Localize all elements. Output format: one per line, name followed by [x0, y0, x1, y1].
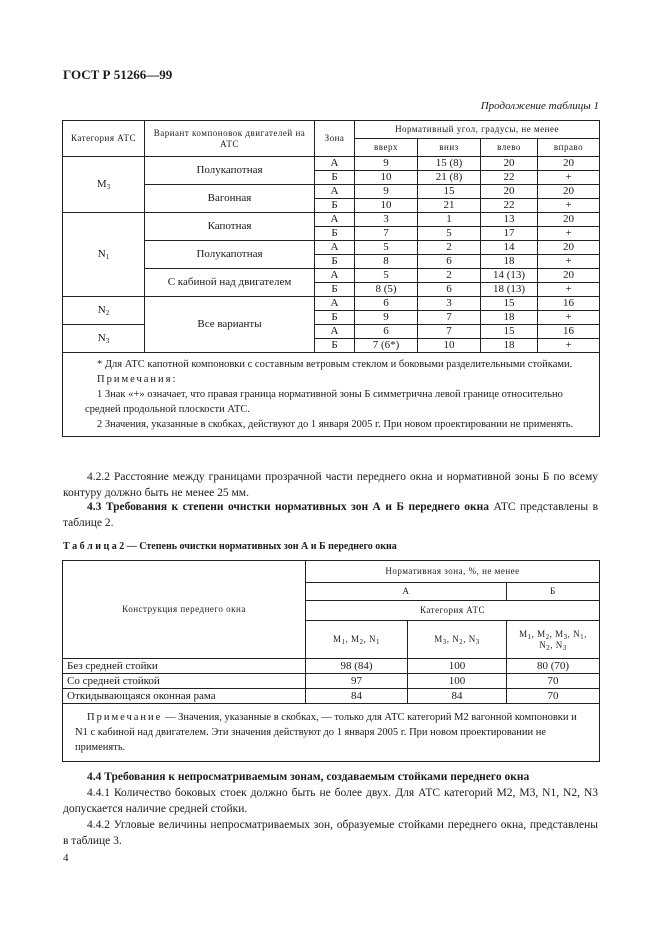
- page-number: 4: [63, 852, 69, 864]
- document-header: ГОСТ Р 51266—99: [63, 67, 173, 82]
- value-cell: 14 (13): [481, 269, 538, 283]
- value-cell: 18: [481, 311, 538, 325]
- value-cell: 20: [538, 157, 600, 171]
- construction-cell: Без средней стойки: [63, 659, 306, 674]
- variant-cell: С кабиной над двигателем: [145, 269, 315, 297]
- table-1-notes: [63, 353, 600, 437]
- value-cell: 84: [408, 689, 507, 704]
- value-cell: +: [538, 311, 600, 325]
- value-cell: 20: [538, 213, 600, 227]
- paragraph-4-3: 4.3 Требования к степени очистки нормативных зон А и Б переднего окна АТС представлены в таблице 2.: [63, 501, 598, 529]
- zone-cell: А: [315, 325, 355, 339]
- value-cell: +: [538, 255, 600, 269]
- value-cell: 9: [355, 185, 418, 199]
- header-cat-group-1: $M_1$, $M_2$, $N_1$: [306, 621, 408, 659]
- value-cell: 20: [538, 185, 600, 199]
- header-category: Категория АТС: [63, 121, 145, 157]
- header-variant: Вариант компоновок двигателей на АТС: [145, 121, 315, 157]
- value-cell: 5: [355, 269, 418, 283]
- value-cell: 8: [355, 255, 418, 269]
- section-4-3-title: 4.3 Требования к степени очистки нормативных зон А и Б переднего окна: [87, 501, 490, 513]
- value-cell: 20: [481, 157, 538, 171]
- value-cell: 14: [481, 241, 538, 255]
- variant-cell: Полукапотная: [145, 241, 315, 269]
- zone-cell: А: [315, 157, 355, 171]
- value-cell: 84: [306, 689, 408, 704]
- variant-cell: Все варианты: [145, 297, 315, 353]
- zone-cell: А: [315, 297, 355, 311]
- header-norm-zone: Нормативная зона, %, не менее: [306, 561, 600, 583]
- value-cell: 10: [355, 171, 418, 185]
- value-cell: 21 (8): [418, 171, 481, 185]
- value-cell: 7: [418, 311, 481, 325]
- note-title: Примечание: [87, 712, 163, 723]
- table-2-note: [63, 704, 600, 762]
- value-cell: 18: [481, 339, 538, 353]
- value-cell: +: [538, 339, 600, 353]
- footnote-star: * Для АТС капотной компоновки с составным ветровым стеклом и боковыми разделительными стойками.: [97, 359, 573, 370]
- table-1: [62, 120, 600, 437]
- value-cell: 2: [418, 241, 481, 255]
- zone-cell: Б: [315, 255, 355, 269]
- construction-cell: Со средней стойкой: [63, 674, 306, 689]
- header-left: влево: [481, 139, 538, 157]
- zone-cell: А: [315, 241, 355, 255]
- value-cell: 18: [481, 255, 538, 269]
- paragraph-4-2-2: 4.2.2 Расстояние между границами прозрачной части переднего окна и нормативной зоны Б по всему контуру должно быть не менее 25 мм.: [63, 471, 598, 499]
- value-cell: 16: [538, 297, 600, 311]
- value-cell: 7: [355, 227, 418, 241]
- note-1: 1 Знак «+» означает, что правая граница нормативной зоны Б симметрична левой границе относительно средней продольной плоскости АТС.: [85, 389, 563, 415]
- value-cell: +: [538, 199, 600, 213]
- value-cell: 15: [481, 325, 538, 339]
- value-cell: +: [538, 171, 600, 185]
- value-cell: 20: [481, 185, 538, 199]
- value-cell: 22: [481, 199, 538, 213]
- zone-cell: Б: [315, 339, 355, 353]
- zone-cell: А: [315, 269, 355, 283]
- variant-cell: Полукапотная: [145, 157, 315, 185]
- header-down: вниз: [418, 139, 481, 157]
- value-cell: 15: [481, 297, 538, 311]
- value-cell: 20: [538, 269, 600, 283]
- value-cell: 6: [418, 255, 481, 269]
- paragraph-4-4-2: 4.4.2 Угловые величины непросматриваемых зон, образуемые стойками переднего окна, представлены в таблице 3.: [63, 819, 598, 847]
- value-cell: 16: [538, 325, 600, 339]
- header-zone-b: Б: [507, 583, 600, 601]
- table-2: [62, 560, 600, 762]
- zone-cell: А: [315, 213, 355, 227]
- value-cell: 100: [408, 674, 507, 689]
- category-cell-n1: $N_1$: [63, 213, 145, 297]
- paragraph-4-4-1: 4.4.1 Количество боковых стоек должно быть не более двух. Для АТС категорий M2, M3, N1, N2, N3 допускается наличие средней стойки.: [63, 787, 598, 815]
- variant-cell: Вагонная: [145, 185, 315, 213]
- value-cell: 7: [418, 325, 481, 339]
- header-right: вправо: [538, 139, 600, 157]
- value-cell: 10: [355, 199, 418, 213]
- category-cell-m3: $M_3$: [63, 157, 145, 213]
- value-cell: 80 (70): [507, 659, 600, 674]
- value-cell: 5: [355, 241, 418, 255]
- value-cell: 5: [418, 227, 481, 241]
- header-zone-a: А: [306, 583, 507, 601]
- value-cell: 20: [538, 241, 600, 255]
- value-cell: 21: [418, 199, 481, 213]
- table-2-caption: Т а б л и ц а 2 — Степень очистки нормативных зон А и Б переднего окна: [63, 541, 397, 552]
- table-continuation-label: Продолжение таблицы 1: [480, 100, 599, 112]
- header-angle: Нормативный угол, градусы, не менее: [355, 121, 600, 139]
- value-cell: 9: [355, 157, 418, 171]
- header-category: Категория АТС: [306, 601, 600, 621]
- value-cell: 9: [355, 311, 418, 325]
- value-cell: 2: [418, 269, 481, 283]
- category-cell-n3: $N_3$: [63, 325, 145, 353]
- value-cell: 15: [418, 185, 481, 199]
- value-cell: 70: [507, 674, 600, 689]
- zone-cell: Б: [315, 171, 355, 185]
- construction-cell: Откидывающаяся оконная рама: [63, 689, 306, 704]
- value-cell: 1: [418, 213, 481, 227]
- value-cell: 17: [481, 227, 538, 241]
- zone-cell: Б: [315, 199, 355, 213]
- header-cat-group-2: $M_3$, $N_2$, $N_3$: [408, 621, 507, 659]
- header-up: вверх: [355, 139, 418, 157]
- variant-cell: Капотная: [145, 213, 315, 241]
- header-construction: Конструкция переднего окна: [63, 561, 306, 659]
- section-4-4-title: 4.4 Требования к непросматриваемым зонам, создаваемым стойками переднего окна: [87, 771, 530, 783]
- value-cell: 15 (8): [418, 157, 481, 171]
- value-cell: 10: [418, 339, 481, 353]
- value-cell: 97: [306, 674, 408, 689]
- zone-cell: Б: [315, 227, 355, 241]
- value-cell: 70: [507, 689, 600, 704]
- value-cell: 22: [481, 171, 538, 185]
- value-cell: 98 (84): [306, 659, 408, 674]
- value-cell: 13: [481, 213, 538, 227]
- value-cell: 18 (13): [481, 283, 538, 297]
- value-cell: 6: [355, 325, 418, 339]
- note-text: — Значения, указанные в скобках, — только для АТС категорий M2 вагонной компоновки и N1 с кабиной над двигателем. Эти значения действуют до 1 января 2005 г. При новом проектировании не применять.: [75, 712, 577, 753]
- value-cell: +: [538, 283, 600, 297]
- zone-cell: А: [315, 185, 355, 199]
- header-zone: Зона: [315, 121, 355, 157]
- value-cell: 6: [355, 297, 418, 311]
- value-cell: 6: [418, 283, 481, 297]
- note-2: 2 Значения, указанные в скобках, действуют до 1 января 2005 г. При новом проектировании не применять.: [97, 419, 574, 430]
- header-cat-group-3: $M_1$, $M_2$, $M_3$, $N_1$, $N_2$, $N_3$: [507, 621, 600, 659]
- zone-cell: Б: [315, 311, 355, 325]
- value-cell: 8 (5): [355, 283, 418, 297]
- value-cell: 3: [418, 297, 481, 311]
- category-cell-n2: $N_2$: [63, 297, 145, 325]
- notes-title: Примечания:: [97, 374, 178, 385]
- value-cell: 3: [355, 213, 418, 227]
- value-cell: 7 (6*): [355, 339, 418, 353]
- value-cell: 100: [408, 659, 507, 674]
- zone-cell: Б: [315, 283, 355, 297]
- value-cell: +: [538, 227, 600, 241]
